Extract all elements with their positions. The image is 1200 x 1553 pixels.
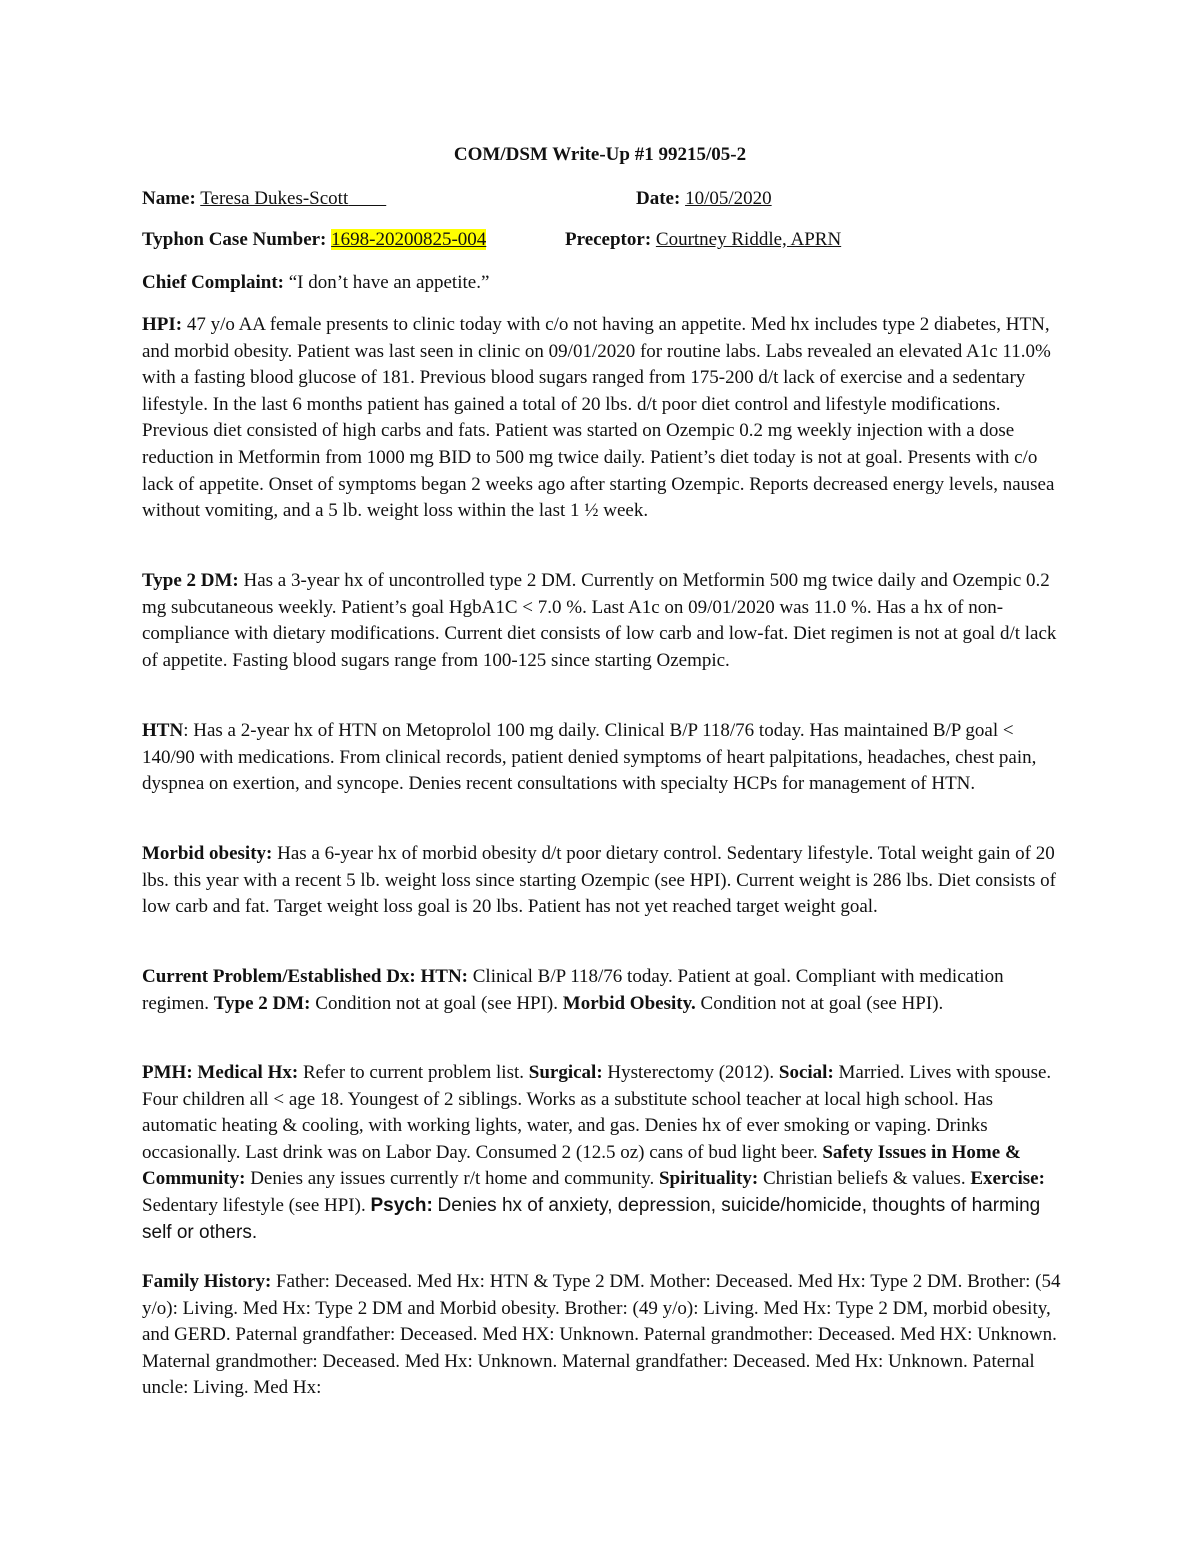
hpi-text: 47 y/o AA female presents to clinic today with c/o not having an appetite. Med hx includes type 2 diabetes, HTN, and morbid obesity. Patient was last seen in clinic on 09/01/2020 for routine labs. Labs revealed an elevated A1c 11.0% with a fasting blood glucose of 181. Previous blood sugars ranged from 175-200 d/t lack of exercise and a sedentary lifestyle. In the last 6 months patient has gained a total of 20 lbs. d/t poor diet control and lifestyle modifications. Previous diet consisted of high carbs and fats. Patient was started on Ozempic 0.2 mg weekly injection with a dose reduction in Metformin from 1000 mg BID to 500 mg twice daily. Patient’s diet today is not at goal. Presents with c/o lack of appetite. Onset of symptoms began 2 weeks ago after starting Ozempic. Reports decreased energy levels, nausea without vomiting, and a 5 lb. weight loss within the last 1 ½ week. bbox=[142, 314, 1055, 522]
surgical-text: Hysterectomy (2012). bbox=[607, 1062, 775, 1083]
obesity-text: Has a 6-year hx of morbid obesity d/t poor dietary control. Sedentary lifestyle. Total weight gain of 20 lbs. this year with a recent 5 lb. weight loss since starting Ozempic (see HPI). Current weight is 286 lbs. Diet consists of low carb and fat. Target weight loss goal is 20 lbs. Patient has not yet reached target weight goal. bbox=[142, 843, 1056, 918]
hpi-label: HPI: bbox=[142, 314, 183, 335]
social-label: Social: bbox=[778, 1062, 834, 1083]
current-obesity-label: Morbid Obesity. bbox=[562, 992, 696, 1014]
preceptor-value: Courtney Riddle, APRN bbox=[655, 229, 842, 250]
psych-label: Psych: bbox=[370, 1194, 433, 1216]
name-line bbox=[142, 188, 386, 210]
htn-text: : Has a 2-year hx of HTN on Metoprolol 100 mg daily. Clinical B/P 118/76 today. Has maintained B/P goal < 140/90 with medications. From clinical records, patient denied symptoms of heart palpitations, headaches, chest pain, dyspnea on exertion, and syncope. Denies recent consultations with specialty HCPs for management of HTN. bbox=[142, 720, 1037, 795]
type2dm-label: Type 2 DM: bbox=[142, 570, 239, 591]
obesity-section bbox=[142, 841, 1062, 921]
pmh-section bbox=[142, 1060, 1062, 1246]
name-value: Teresa Dukes-Scott bbox=[200, 188, 349, 209]
current-htn-label: HTN: bbox=[420, 966, 468, 987]
document-title: COM/DSM Write-Up #1 99215/05-2 bbox=[453, 144, 747, 165]
current-obesity-text: Condition not at goal (see HPI). bbox=[700, 992, 944, 1014]
typhon-line bbox=[142, 229, 486, 251]
preceptor-line bbox=[565, 229, 841, 251]
family-history-label: Family History: bbox=[142, 1271, 272, 1292]
social-text: Married. Lives with spouse. Four children all < age 18. Youngest of 2 siblings. Works as a substitute school teacher at local high school. Has automatic heating & cooling, with working lights, water, and gas. Denies hx of ever smoking or vaping. Drinks occasionally. Last drink was on Labor Day. Consumed 2 (12.5 oz) cans of bud light beer. bbox=[142, 1062, 1052, 1163]
current-problem-section bbox=[142, 964, 1062, 1017]
chief-complaint-text: “I don’t have an appetite.” bbox=[288, 272, 490, 293]
hpi-section bbox=[142, 312, 1062, 525]
chief-complaint-label: Chief Complaint: bbox=[142, 272, 284, 293]
exercise-text: Sedentary lifestyle (see HPI). bbox=[142, 1194, 366, 1216]
date-line bbox=[636, 188, 772, 210]
date-value: 10/05/2020 bbox=[685, 188, 772, 209]
current-dm-text: Condition not at goal (see HPI). bbox=[315, 992, 559, 1014]
type2dm-text: Has a 3-year hx of uncontrolled type 2 DM. Currently on Metformin 500 mg twice daily and Ozempic 0.2 mg subcutaneous weekly. Patient’s goal HgbA1C < 7.0 %. Last A1c on 09/01/2020 was 11.0 %. Has a hx of non-compliance with dietary modifications. Current diet consists of low carb and low-fat. Diet regimen is not at goal d/t lack of appetite. Fasting blood sugars range from 100-125 since starting Ozempic. bbox=[142, 570, 1057, 671]
htn-section bbox=[142, 718, 1062, 798]
spirituality-label: Spirituality: bbox=[658, 1168, 759, 1190]
preceptor-label: Preceptor: bbox=[565, 229, 652, 250]
current-dm-label: Type 2 DM: bbox=[213, 992, 311, 1014]
pmh-label: PMH: bbox=[142, 1062, 193, 1083]
spirituality-text: Christian beliefs & values. bbox=[762, 1168, 966, 1190]
htn-label: HTN bbox=[142, 720, 184, 741]
current-problem-label: Current Problem/Established Dx: bbox=[142, 966, 416, 987]
safety-label: Safety Issues in Home & Community: bbox=[142, 1141, 1021, 1190]
surgical-label: Surgical: bbox=[528, 1062, 603, 1083]
chief-complaint bbox=[142, 272, 489, 294]
name-label: Name: bbox=[142, 188, 196, 209]
medical-hx-label: Medical Hx: bbox=[197, 1062, 299, 1083]
obesity-label: Morbid obesity: bbox=[142, 843, 273, 864]
typhon-label: Typhon Case Number: bbox=[142, 229, 327, 250]
typhon-case-number: 1698-20200825-004 bbox=[331, 229, 487, 250]
exercise-label: Exercise: bbox=[970, 1168, 1045, 1190]
psych-text: Denies hx of anxiety, depression, suicide/homicide, thoughts of harming self or others. bbox=[142, 1194, 1041, 1243]
type2dm-section bbox=[142, 568, 1062, 674]
safety-text: Denies any issues currently r/t home and community. bbox=[250, 1168, 655, 1190]
date-label: Date: bbox=[636, 188, 681, 209]
family-history-section bbox=[142, 1269, 1062, 1402]
medical-hx-text: Refer to current problem list. bbox=[302, 1062, 525, 1083]
family-history-text: Father: Deceased. Med Hx: HTN & Type 2 DM. Mother: Deceased. Med Hx: Type 2 DM. Brother: (54 y/o): Living. Med Hx: Type 2 DM and Morbid obesity. Brother: (49 y/o): Living. Med Hx: Type 2 DM, morbid obesity, and GERD. Paternal grandfather: Deceased. Med HX: Unknown. Paternal grandmother: Deceased. Med HX: Unknown. Maternal grandmother: Deceased. Med Hx: Unknown. Maternal grandfather: Deceased. Med Hx: Unknown. Paternal uncle: Living. Med Hx: bbox=[142, 1271, 1061, 1399]
current-htn-text: Clinical B/P 118/76 today. Patient at goal. Compliant with medication regimen. bbox=[142, 966, 1004, 1014]
